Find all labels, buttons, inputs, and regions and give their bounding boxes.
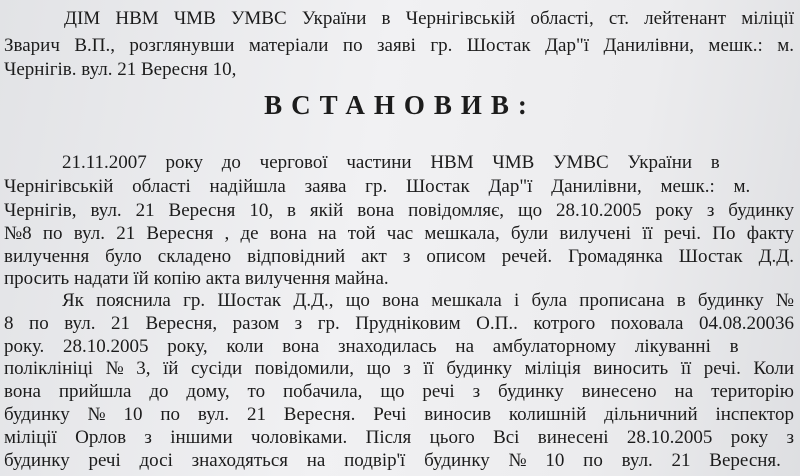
body-line-11: вона прийшла до дому, то побачила, що речі з будинку винесено на територію: [4, 381, 794, 402]
body-line-14: будинку речі досі знаходяться на подвір'ї будинку № 10 по вул. 21 Вересня.: [4, 450, 781, 471]
body-line-1: 21.11.2007 року до чергової частини НВМ ЧМВ УМВС України в: [62, 152, 720, 173]
body-line-7: Як пояснила гр. Шостак Д.Д., що вона мешкала і була прописана в будинку №: [62, 290, 794, 311]
body-line-3: Чернігів, вул. 21 Вересня 10, в якій вона повідомляє, що 28.10.2005 року з будинку: [4, 200, 794, 221]
body-line-13: міліції Орлов з іншими чоловіками. Після цього Всі винесені 28.10.2005 року з: [4, 427, 794, 448]
body-line-2: Чернігівській області надійшла заява гр. Шостак Дар"ї Данилівни, мешк.: м.: [4, 176, 751, 197]
body-line-8: 8 по вул. 21 Вересня, разом з гр. Прудніковим О.П.. котрого поховала 04.08.20036: [4, 313, 794, 334]
body-line-5: вилучення було складено відповідний акт з описом речей. Громадянка Шостак Д.Д.: [4, 246, 794, 267]
body-line-10: поліклініці № 3, їй сусіди повідомили, що з її будинку міліція виносить її речі. Коли: [4, 358, 794, 379]
intro-line-2: Зварич В.П., розглянувши матеріали по заяві гр. Шостак Дар"ї Данилівни, мешк.: м.: [4, 35, 794, 56]
body-line-9: року. 28.10.2005 року, коли вона знаходилась на амбулаторному лікуванні в: [4, 336, 739, 357]
intro-line-3: Чернігів. вул. 21 Вересня 10,: [4, 59, 237, 80]
body-line-6: просить надати їй копію акта вилучення майна.: [4, 268, 389, 289]
intro-line-1: ДІМ НВМ ЧМВ УМВС України в Чернігівській області, ст. лейтенант міліції: [64, 8, 794, 29]
body-line-4: №8 по вул. 21 Вересня , де вона на той час мешкала, були вилучені її речі. По факту: [4, 223, 794, 244]
document-heading: ВСТАНОВИВ:: [264, 90, 536, 120]
body-line-12: будинку № 10 по вул. 21 Вересня. Речі виносив колишній дільничний інспектор: [4, 404, 794, 425]
